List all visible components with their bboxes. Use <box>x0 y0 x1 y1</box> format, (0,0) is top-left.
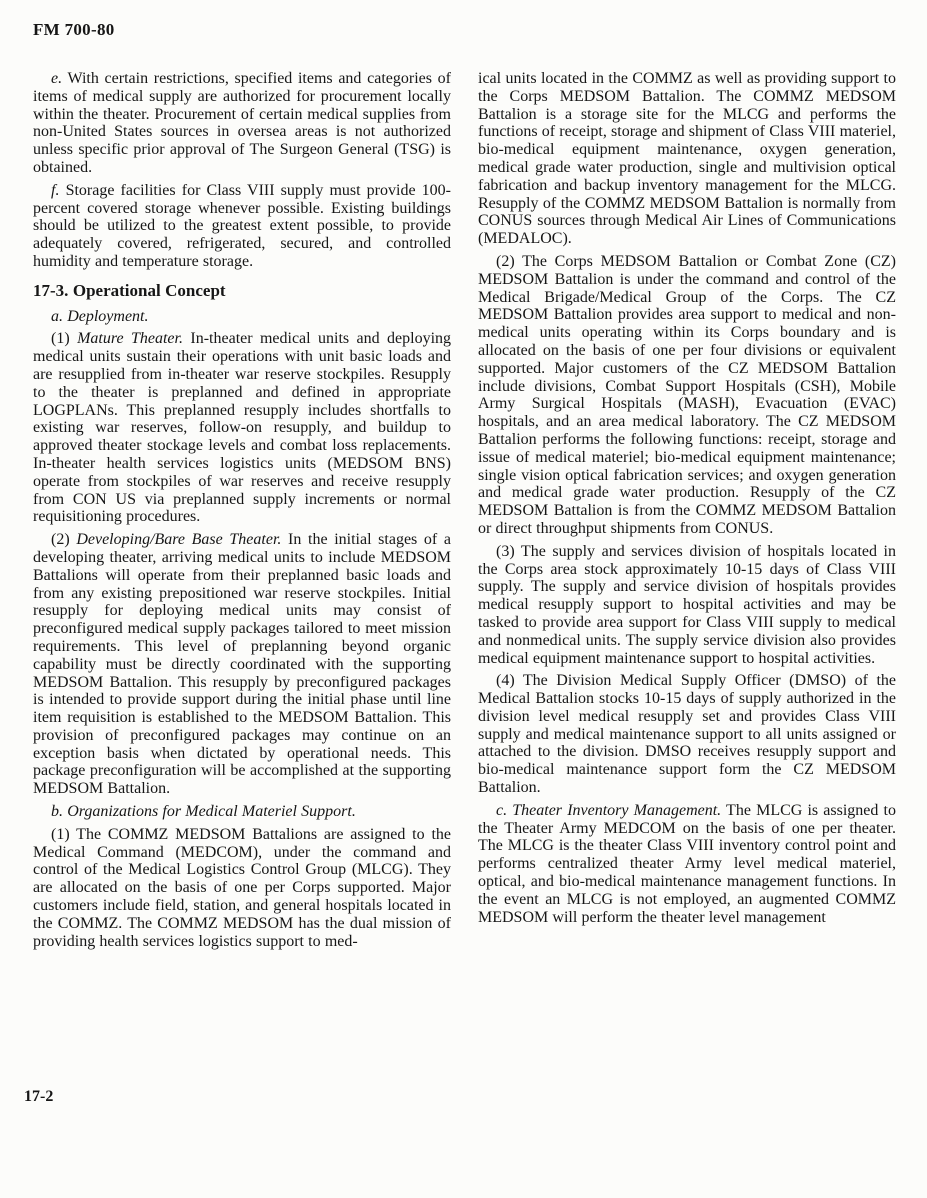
page-header: FM 700-80 <box>33 20 115 39</box>
paragraph <box>478 672 896 797</box>
body-text: (1) <box>51 330 78 348</box>
body-text: (1) The COMMZ MEDSOM Battalions are assigned to the Medical Command (MEDCOM), under the command and control of the Medical Logistics Control Group (MLCG). They are allocated on the basis of one per Corps supported. Major customers include field, station, and general hospitals located in the COMMZ. The COMMZ MEDSOM has the dual mission of providing health services logistics support to med- <box>33 825 451 950</box>
paragraph <box>478 70 896 248</box>
right-column <box>478 70 896 955</box>
italic-text: Mature Theater. <box>77 330 183 348</box>
body-text: (2) The Corps MEDSOM Battalion or Combat Zone (CZ) MEDSOM Battalion is under the command and control of the Medical Brigade/Medical Group of the Corps. The CZ MEDSOM Battalion provides area support to medical and non-medical units operating within its Corps boundary and is allocated on the basis of one per four divisions or equivalent supported. Major customers of the CZ MEDSOM Battalion include divisions, Combat Support Hospitals (CSH), Mobile Army Surgical Hospitals (MASH), Evacuation (EVAC) hospitals, and an area medical laboratory. The CZ MEDSOM Battalion performs the following functions: receipt, storage and issue of medical materiel; bio-medical equipment maintenance; single vision optical fabrication services; and oxygen generation and medical grade water production. Resupply of the CZ MEDSOM Battalion is from the COMMZ MEDSOM Battalion or direct throughput shipments from CONUS. <box>478 252 896 537</box>
body-text: (2) <box>51 531 77 549</box>
left-column <box>33 70 451 955</box>
paragraph <box>478 253 896 538</box>
paragraph <box>33 308 451 326</box>
page-number: 17-2 <box>24 1088 54 1105</box>
italic-text: Developing/Bare Base Theater. <box>76 531 282 549</box>
paragraph <box>478 543 896 668</box>
italic-text: f. <box>51 181 60 199</box>
body-text: ical units located in the COMMZ as well as providing support to the Corps MEDSOM Battalion. The COMMZ MEDSOM Battalion is a storage site for the MLCG and performs the functions of receipt, storage and shipment of Class VIII materiel, bio-medical equipment maintenance, oxygen generation, medical grade water production, single and multivision optical fabrication and backup inventory management for the MLCG. Resupply of the COMMZ MEDSOM Battalion is normally from CONUS sources through Medical Air Lines of Communications (MEDALOC). <box>478 70 896 248</box>
paragraph <box>33 826 451 951</box>
paragraph <box>478 802 896 927</box>
body-text: The MLCG is assigned to the Theater Army MEDCOM on the basis of one per theater. The MLCG is the theater Class VIII inventory control point and performs centralized theater Army level medical materiel, optical, and bio-medical maintenance management functions. In the event an MLCG is not employed, an augmented COMMZ MEDSOM will perform the theater level management <box>478 801 897 926</box>
italic-text: b. Organizations for Medical Materiel Support. <box>51 803 356 821</box>
body-text: (4) The Division Medical Supply Officer (DMSO) of the Medical Battalion stocks 10-15 days of supply authorized in the division level medical resupply set and provides Class VIII supply and medical maintenance support to all units assigned or attached to the division. DMSO receives resupply support and bio-medical maintenance support form the CZ MEDSOM Battalion. <box>478 672 896 797</box>
paragraph <box>33 531 451 798</box>
body-text: With certain restrictions, specified items and categories of items of medical supply are authorized for procurement locally within the theater. Procurement of certain medical supplies from non-United States sources in oversea areas is not authorized unless specific prior approval of The Surgeon General (TSG) is obtained. <box>33 70 451 176</box>
body-text: In the initial stages of a developing theater, arriving medical units to include MEDSOM Battalions will operate from their preplanned basic loads and from any existing prepositioned war reserve stockpiles. Initial resupply for deploying medical units may consist of preconfigured medical supply packages tailored to meet mission requirements. This level of preplanning beyond organic capability must be directly coordinated with the supporting MEDSOM Battalion. This resupply by preconfigured packages is intended to provide support during the initial phase until line item requisition is established to the MEDSOM Battalion. This provision of preconfigured packages may continue on an exception basis when dictated by operational needs. This package preconfiguration will be accomplished at the supporting MEDSOM Battalion. <box>33 531 451 798</box>
italic-text: c. Theater Inventory Management. <box>496 801 722 819</box>
paragraph <box>33 70 451 177</box>
body-text: 17-3. Operational Concept <box>33 280 226 300</box>
body-text: (3) The supply and services division of hospitals located in the Corps area stock approximately 10-15 days of Class VIII supply. The supply and service division of hospitals provides medical resupply support to hospital activities and may be tasked to provide area support for Class VIII supply to medical and nonmedical units. The supply service division also provides medical equipment maintenance support to hospital activities. <box>478 542 896 667</box>
body-text: Storage facilities for Class VIII supply must provide 100-percent covered storage whenever possible. Existing buildings should be utilized to the greatest extent possible, to provide adequately covered, refrigerated, secured, and controlled humidity and temperature storage. <box>33 181 451 270</box>
paragraph <box>33 182 451 271</box>
body-text: In-theater medical units and deploying medical units sustain their operations with unit basic loads and are resupplied from in-theater war reserve stockpiles. Resupply to the theater is preplanned and defined in appropriate LOGPLANs. This preplanned resupply includes shortfalls to existing war reserves, follow-on resupply, and buildup to approved theater stockage levels and combat loss replacements. In-theater health services logistics units (MEDSOM BNS) operate from stockpiles of war reserves and receive resupply from CON US via preplanned supply increments or normal requisitioning procedures. <box>33 330 452 526</box>
italic-text: a. Deployment. <box>51 307 149 325</box>
italic-text: e. <box>51 70 63 87</box>
paragraph <box>33 803 451 821</box>
paragraph <box>33 330 451 526</box>
section-heading <box>33 282 451 300</box>
text-columns <box>33 70 896 955</box>
